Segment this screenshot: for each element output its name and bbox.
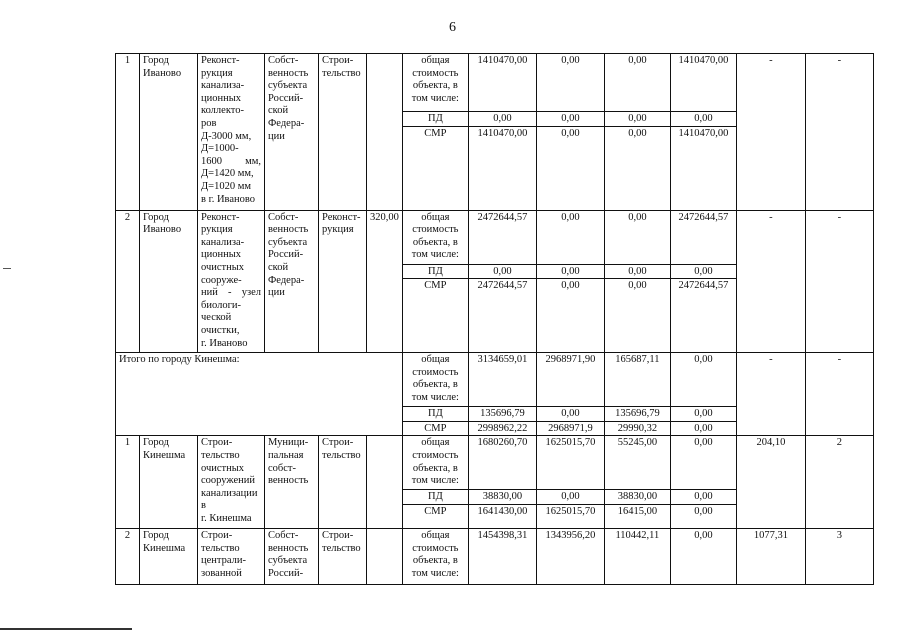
investment-table [115, 53, 874, 585]
smr-value: 29990,32 [604, 421, 670, 436]
capacity-cell [367, 436, 403, 529]
cost-category-cell: общая стоимость объекта, в том числе: [402, 54, 468, 112]
pd-label: ПД [402, 490, 468, 505]
pd-value: 135696,79 [468, 407, 536, 422]
row-number: 2 [116, 210, 140, 353]
smr-value: 2472644,57 [670, 279, 736, 353]
pd-value: 0,00 [536, 407, 604, 422]
row-number: 1 [116, 436, 140, 529]
total-cost-value: 1680260,70 [468, 436, 536, 490]
pd-value: 0,00 [604, 112, 670, 127]
ownership-cell: Собст- венность субъекта Россий- ской Федера- ции [265, 210, 319, 353]
regional-budget-value: 0,00 [604, 210, 670, 264]
smr-label: СМР [402, 279, 468, 353]
indicator-cell: 1077,31 [736, 528, 805, 584]
pd-value: 135696,79 [604, 407, 670, 422]
object-name-cell: Строи- тельство очистных сооружений канализации в г. Кинешма [198, 436, 265, 529]
other-sources-value: 1410470,00 [670, 54, 736, 112]
indicator-cell: - [736, 353, 805, 436]
smr-label: СМР [402, 421, 468, 436]
smr-value: 1410470,00 [468, 126, 536, 210]
regional-budget-value: 110442,11 [604, 528, 670, 584]
scan-margin-mark [3, 268, 11, 269]
smr-value: 0,00 [604, 279, 670, 353]
table-row [116, 528, 874, 584]
other-sources-value: 2472644,57 [670, 210, 736, 264]
smr-value: 1625015,70 [536, 504, 604, 528]
indicator-cell: 3 [805, 528, 873, 584]
pd-label: ПД [402, 264, 468, 279]
indicator-cell: 2 [805, 436, 873, 529]
other-sources-value: 0,00 [670, 528, 736, 584]
federal-budget-value: 1625015,70 [536, 436, 604, 490]
ownership-cell: Муници- пальная собст- венность [265, 436, 319, 529]
indicator-cell: - [805, 54, 873, 211]
table-row [116, 210, 874, 264]
pd-value: 38830,00 [604, 490, 670, 505]
row-number: 1 [116, 54, 140, 211]
object-name-cell: Реконст- рукция канализа- ционных очистных сооруже- ний - узел биологи- ческой очистки, г. Иваново [198, 210, 265, 353]
total-cost-value: 1410470,00 [468, 54, 536, 112]
work-type-cell: Строи- тельство [319, 436, 367, 529]
pd-value: 0,00 [604, 264, 670, 279]
pd-label: ПД [402, 112, 468, 127]
smr-value: 2998962,22 [468, 421, 536, 436]
summary-label: Итого по городу Кинешма: [116, 353, 403, 436]
total-cost-value: 2472644,57 [468, 210, 536, 264]
capacity-cell: 320,00 [367, 210, 403, 353]
pd-value: 0,00 [536, 264, 604, 279]
capacity-cell [367, 54, 403, 211]
pd-value: 0,00 [670, 264, 736, 279]
smr-value: 0,00 [670, 504, 736, 528]
work-type-cell: Строи- тельство [319, 54, 367, 211]
pd-value: 0,00 [468, 264, 536, 279]
smr-label: СМР [402, 126, 468, 210]
smr-value: 0,00 [536, 126, 604, 210]
federal-budget-value: 1343956,20 [536, 528, 604, 584]
ownership-cell: Собст- венность субъекта Россий- [265, 528, 319, 584]
smr-label: СМР [402, 504, 468, 528]
smr-value: 2968971,9 [536, 421, 604, 436]
city-cell: Город Кинешма [140, 528, 198, 584]
pd-value: 0,00 [536, 112, 604, 127]
capacity-cell [367, 528, 403, 584]
smr-value: 1410470,00 [670, 126, 736, 210]
regional-budget-value: 55245,00 [604, 436, 670, 490]
city-cell: Город Кинешма [140, 436, 198, 529]
indicator-cell: 204,10 [736, 436, 805, 529]
smr-value: 0,00 [604, 126, 670, 210]
cost-category-cell: общая стоимость объекта, в том числе: [402, 528, 468, 584]
summary-row [116, 353, 874, 407]
city-cell: Город Иваново [140, 210, 198, 353]
smr-value: 1641430,00 [468, 504, 536, 528]
ownership-cell: Собст- венность субъекта Россий- ской Федера- ции [265, 54, 319, 211]
cost-category-cell: общая стоимость объекта, в том числе: [402, 436, 468, 490]
pd-value: 0,00 [468, 112, 536, 127]
other-sources-value: 0,00 [670, 353, 736, 407]
pd-value: 0,00 [670, 490, 736, 505]
table-row [116, 54, 874, 112]
cost-category-cell: общая стоимость объекта, в том числе: [402, 353, 468, 407]
regional-budget-value: 0,00 [604, 54, 670, 112]
federal-budget-value: 2968971,90 [536, 353, 604, 407]
pd-value: 38830,00 [468, 490, 536, 505]
federal-budget-value: 0,00 [536, 210, 604, 264]
indicator-cell: - [805, 210, 873, 353]
table-row [116, 436, 874, 490]
page-number: 6 [449, 20, 456, 35]
pd-value: 0,00 [670, 112, 736, 127]
object-name-cell: Строи- тельство централи- зованной [198, 528, 265, 584]
indicator-cell: - [736, 54, 805, 211]
other-sources-value: 0,00 [670, 436, 736, 490]
total-cost-value: 1454398,31 [468, 528, 536, 584]
city-cell: Город Иваново [140, 54, 198, 211]
smr-value: 0,00 [536, 279, 604, 353]
row-number: 2 [116, 528, 140, 584]
object-name-cell: Реконст- рукция канализа- ционных коллекто- ров Д-3000 мм, Д=1000- 1600 мм, Д=1420 мм, Д=1020 мм в г. Иваново [198, 54, 265, 211]
scan-bottom-rule [0, 628, 132, 630]
total-cost-value: 3134659,01 [468, 353, 536, 407]
pd-value: 0,00 [670, 407, 736, 422]
indicator-cell: - [805, 353, 873, 436]
indicator-cell: - [736, 210, 805, 353]
smr-value: 16415,00 [604, 504, 670, 528]
federal-budget-value: 0,00 [536, 54, 604, 112]
smr-value: 2472644,57 [468, 279, 536, 353]
pd-value: 0,00 [536, 490, 604, 505]
regional-budget-value: 165687,11 [604, 353, 670, 407]
smr-value: 0,00 [670, 421, 736, 436]
work-type-cell: Реконст- рукция [319, 210, 367, 353]
work-type-cell: Строи- тельство [319, 528, 367, 584]
pd-label: ПД [402, 407, 468, 422]
cost-category-cell: общая стоимость объекта, в том числе: [402, 210, 468, 264]
